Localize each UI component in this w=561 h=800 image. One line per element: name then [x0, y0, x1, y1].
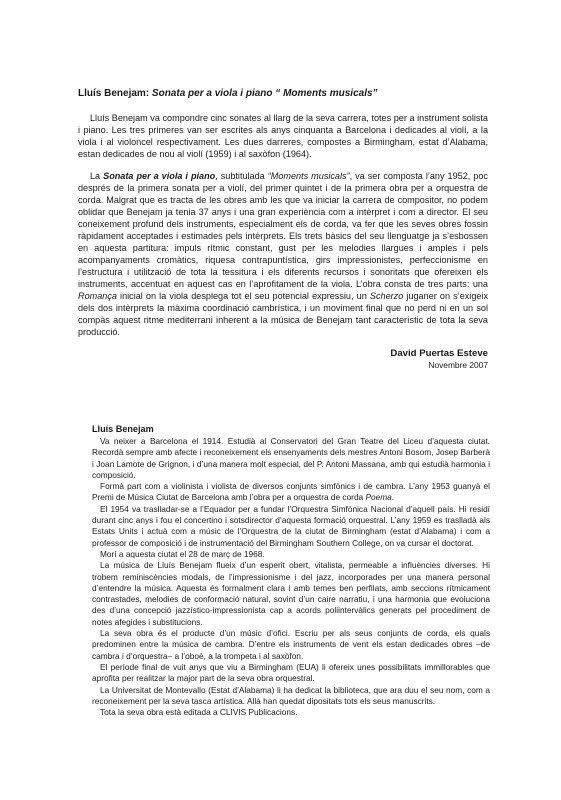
- p2-text-c: , subtitulada: [215, 171, 268, 181]
- bio-heading: Lluís Benejam: [92, 424, 154, 434]
- p2-text-a: La: [90, 171, 104, 181]
- bio-paragraph-8: La Universitat de Montevallo (Estat d’Alabama) li ha dedicat la biblioteca, que ara duu el seu nom, com a reconeixement per la seva tasca artística. Allà han quedat dipositats tots els seus manuscrits.: [92, 684, 490, 706]
- bio-paragraph-7: El període final de vuit anys que viu a Birmingham (EUA) li ofereix unes possibilitats immillorables que aprofita per realitzar la major part de la seva obra orquestral.: [92, 661, 490, 684]
- signature-name: David Puertas Esteve: [390, 348, 488, 359]
- bio-p2-poema: Poema: [365, 492, 392, 503]
- biography: [92, 423, 490, 718]
- intro-paragraph-2: [78, 170, 488, 338]
- p2-text-e: , va ser composta l’any 1952, poc després de la primera sonata per a violí, del primer quintet i de la primera obra per a orquestra de corda. Malgrat que es tracta de les obres amb les que va iniciar la carrera de compositor, no podem oblidar que Benejam ja tenia 37 anys i una gran experiència com a intèrpret i com a director. El seu coneixement profund dels instruments, especialment els de corda, va fer que les seves obres fossin ràpidament acceptades i estimades pels intèrprets. Els trets bàsics del seu llenguatge ja s’esbossen en aquesta partitura: impuls rítmic constant, gust per les melodies llargues i amples i pels acompanyaments cromàtics, riquesa contrapuntística, girs impressionistes, perfeccionisme en l’estructura i utilització de tota la tessitura i els diferents recursos i sonoritats que ofereixen els instruments, accentuat en aquest cas en l’aprofitament de la viola. L’obra consta de tres parts: una: [78, 171, 488, 289]
- bio-paragraph-4: Morí a aquesta ciutat el 28 de març de 1968.: [100, 548, 265, 559]
- bio-p2-text: Formà part com a violinista i violista de diversos conjunts simfònics i de cambra. L’any 1953 guanyà el Premi de Música Ciutat de Barcelona amb l’obra per a orquestra de corda: [92, 481, 490, 503]
- bio-paragraph-1: Va neixer a Barcelona el 1914. Estudià al Conservatori del Gran Teatre del Liceu d’aquesta ciutat. Recordà sempre amb afecte i reconeixement els ensenyaments dels mestres Antoni Bosom, Josep Barberà i Joan Lamote de Grignon, i d’una manera molt especial, del P. Antoni Massana, amb qui estudià harmonia i composició.: [92, 436, 490, 480]
- p2-subtitle: “Moments musicals”: [267, 171, 350, 181]
- bio-paragraph-9: Tota la seva obra està editada a CLIVIS Publicacions.: [100, 707, 298, 718]
- signature: [78, 348, 488, 371]
- p2-text-i: juganer on s’exigeix dels dos intèrprets la màxima coordinació cambrística, i un moviment final que no perd ni en un sol compàs aquest ritme mediterrani inherent a la música de Benejam tant característic de tota la seva producció.: [78, 291, 489, 337]
- bio-paragraph-3: El 1954 va traslladar-se a l’Equador per a fundar l’Orquestra Simfònica Nacional d’aquell país. Hi residí durant cinc anys i fou el concertino i sotsdirector d’aquesta formació orquestral. L’any 1959 es traslladà als Estats Units i actuà com a músic de l’Orquestra de la ciutat de Birmingham (estat d’Alabama) i com a professor de composició i de instrumentació del Birmingham Southern College, on va cursar el doctorat.: [92, 503, 490, 548]
- bio-paragraph-5: La música de Lluís Benejam flueix d’un esperit obert, vitalista, permeable a influències diverses. Hi trobem reminiscències modals, de l’impressionisme i del jazz, incorporades per una manera personal d’entendre la música. Aquesta és formalment clara i amb temes ben perfilats, amb seccions rítmicament contrastades, melodies de conformació natural, sovint d’un caire narratiu, i una harmonia que evoluciona des d’una concepció jazzístico-impressionista cap a acords poliintervàlics generats pel procediment de notes afegides i substitucions.: [92, 560, 490, 627]
- title-author: Lluís Benejam:: [78, 88, 150, 99]
- intro-paragraph-1: Lluís Benejam va compondre cinc sonates al llarg de la seva carrera, totes per a instrument solista i piano. Les tres primeres van ser escrites als anys cinquanta a Barcelona i dedicades al violí, a la viola i al violoncel respectivament. Les dues darreres, compostes a Birmingham, estat d’Alabama, estan dedicades de nou al violí (1959) i al saxòfon (1964).: [78, 113, 488, 159]
- title-work: Sonata per a viola i piano “ Moments musicals”: [151, 88, 378, 99]
- bio-paragraph-6: La seva obra és el producte d’un músic d’ofici. Escriu per als seus conjunts de corda, els quals predominen entre la música de cambra. D’entre els instruments de vent els estan dedicades obres –de cambra i d’orquestra– a l’oboè, a la trompeta i al saxòfon.: [92, 628, 490, 661]
- program-note: [78, 88, 488, 371]
- signature-date: Novembre 2007: [428, 360, 488, 370]
- p2-text-g: inicial on la viola desplega tot el seu potencial expressiu, un: [116, 291, 370, 301]
- p2-romanca: Romança: [78, 291, 117, 301]
- p2-work-title: Sonata per a viola i piano: [103, 171, 216, 181]
- bio-paragraph-2: [92, 481, 490, 504]
- note-title: [78, 88, 488, 100]
- p2-scherzo: Scherzo: [369, 291, 404, 301]
- bio-p2-end: .: [391, 492, 395, 503]
